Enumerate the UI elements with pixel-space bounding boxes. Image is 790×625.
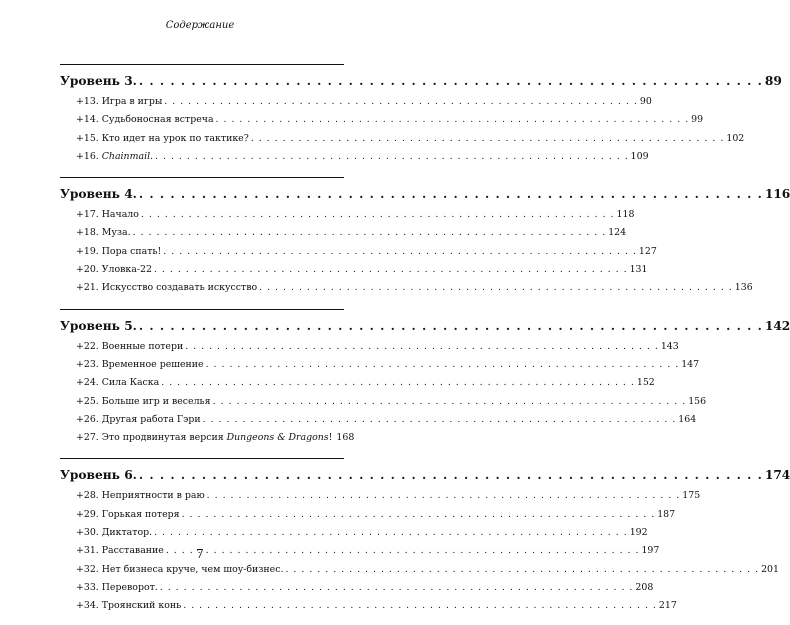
level-heading[interactable] <box>60 318 790 341</box>
entry-title: +24. Сила Каска <box>76 377 160 389</box>
level-title: Уровень 3. <box>60 74 137 88</box>
entry-title: +23. Временное решение <box>76 358 204 370</box>
leader-dots <box>139 187 763 201</box>
entry-page-number: 143 <box>660 340 679 352</box>
leader-dots <box>207 490 681 501</box>
toc-entry[interactable] <box>60 563 779 582</box>
entry-page-number: 131 <box>629 264 648 276</box>
entry-page-number: 208 <box>635 581 654 593</box>
leader-dots <box>259 282 733 293</box>
entry-title: +27. Это продвинутая версия Dungeons & Dragons! <box>76 432 333 444</box>
level-heading[interactable] <box>60 468 790 490</box>
leader-dots <box>155 151 629 162</box>
entry-page-number: 136 <box>734 282 753 294</box>
level-page-number: 116 <box>764 187 790 202</box>
level-heading[interactable] <box>60 74 782 96</box>
leader-dots <box>206 359 680 370</box>
level-page-number: 174 <box>764 468 790 483</box>
entry-page-number: 164 <box>678 413 697 425</box>
toc-entry[interactable] <box>60 96 652 114</box>
entry-title: +19. Пора спать! <box>76 245 162 257</box>
entry-page-number: 152 <box>636 377 655 389</box>
entry-page-number: 90 <box>639 96 652 107</box>
entry-title: +29. Горькая потеря <box>76 508 180 520</box>
entry-title: +20. Уловка-22 <box>76 264 152 276</box>
toc-section <box>60 309 790 451</box>
entry-title: +22. Военные потери <box>76 340 184 352</box>
leader-dots <box>160 582 634 593</box>
toc-entry[interactable] <box>60 490 701 508</box>
leader-dots <box>164 96 638 107</box>
leader-dots <box>185 341 659 352</box>
toc-entry[interactable] <box>60 358 700 377</box>
entry-page-number: 102 <box>726 132 745 144</box>
leader-dots <box>285 564 759 575</box>
entry-title: +17. Начало <box>76 209 139 221</box>
toc-entry[interactable] <box>60 114 704 132</box>
entry-page-number: 99 <box>691 114 704 126</box>
toc-entry[interactable] <box>60 264 648 282</box>
level-page-number: 142 <box>764 318 790 333</box>
entry-page-number: 217 <box>658 600 677 612</box>
leader-dots <box>133 227 607 238</box>
toc-entry[interactable] <box>60 227 627 245</box>
toc-entry[interactable] <box>60 600 677 618</box>
entry-title: +14. Судьбоносная встреча <box>76 114 214 126</box>
level-page-number: 89 <box>764 74 782 88</box>
toc-entry[interactable] <box>60 209 635 227</box>
leader-dots <box>203 414 677 425</box>
entry-page-number: 147 <box>681 358 700 370</box>
leader-dots <box>251 133 725 144</box>
leader-dots <box>154 264 628 275</box>
entry-page-number: 124 <box>608 227 627 239</box>
entry-title: +15. Кто идет на урок по тактике? <box>76 132 249 144</box>
entry-page-number: 175 <box>682 490 701 502</box>
entry-page-number: 127 <box>638 245 657 257</box>
leader-dots <box>161 377 635 388</box>
toc-entry[interactable] <box>60 395 707 414</box>
page-number: 7 <box>196 547 204 561</box>
toc-entry[interactable] <box>60 150 649 169</box>
entry-page-number: 118 <box>616 209 635 221</box>
toc-entry[interactable] <box>60 245 657 264</box>
toc-entry[interactable] <box>60 340 679 359</box>
level-title: Уровень 4. <box>60 187 137 202</box>
entry-title: +13. Игра в игры <box>76 96 163 107</box>
entry-title: +31. Расставание <box>76 545 164 557</box>
level-title: Уровень 6. <box>60 468 137 483</box>
leader-dots <box>183 600 657 611</box>
leader-dots <box>163 246 637 257</box>
leader-dots <box>216 114 690 125</box>
toc-entry[interactable] <box>60 508 676 527</box>
level-title: Уровень 5. <box>60 318 137 333</box>
leader-dots <box>141 209 615 220</box>
entry-page-number: 187 <box>657 508 676 520</box>
toc-entry[interactable] <box>60 282 753 300</box>
leader-dots <box>139 319 763 333</box>
toc-entry[interactable] <box>60 413 697 432</box>
entry-title: +32. Нет бизнеса круче, чем шоу-бизнес. <box>76 563 284 575</box>
toc-section <box>60 64 782 169</box>
toc-entry[interactable] <box>60 432 355 450</box>
leader-dots <box>154 527 628 538</box>
entry-page-number: 109 <box>630 150 649 162</box>
toc-entry[interactable] <box>60 581 654 600</box>
entry-page-number: 201 <box>761 563 779 575</box>
entry-title: +18. Муза. <box>76 227 131 239</box>
toc-section <box>60 458 790 618</box>
entry-page-number: 168 <box>336 432 355 444</box>
toc-entry[interactable] <box>60 377 655 395</box>
entry-title: +28. Неприятности в раю <box>76 490 205 502</box>
entry-page-number: 156 <box>688 395 707 407</box>
entry-title: +30. Диктатор. <box>76 527 153 539</box>
entry-title: +26. Другая работа Гэри <box>76 413 201 425</box>
table-of-contents <box>60 56 790 625</box>
entry-title: +21. Искусство создавать искусство <box>76 282 258 294</box>
entry-title: +16. Chainmail. <box>76 150 154 162</box>
entry-page-number: 192 <box>629 527 648 539</box>
toc-entry[interactable] <box>60 132 745 151</box>
entry-title: +25. Больше игр и веселья <box>76 395 211 407</box>
running-head: Содержание <box>165 20 235 31</box>
level-heading[interactable] <box>60 187 790 209</box>
leader-dots <box>139 74 763 88</box>
toc-section <box>60 177 790 300</box>
leader-dots <box>182 509 656 520</box>
leader-dots <box>213 396 687 407</box>
toc-entry[interactable] <box>60 527 648 545</box>
entry-title: +34. Троянский конь <box>76 600 182 612</box>
entry-title: +33. Переворот. <box>76 581 158 593</box>
entry-page-number: 197 <box>641 545 660 557</box>
leader-dots <box>139 468 763 482</box>
